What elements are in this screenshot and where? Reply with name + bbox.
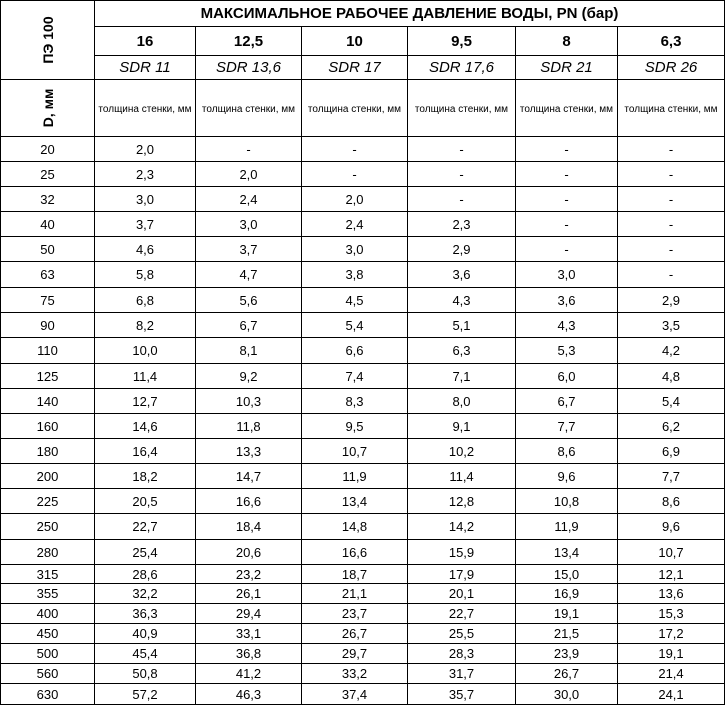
wall-thickness-label: толщина стенки, мм bbox=[408, 80, 516, 137]
thickness-cell: 16,6 bbox=[196, 489, 302, 514]
table-row bbox=[1, 162, 725, 187]
thickness-cell: - bbox=[618, 212, 725, 237]
thickness-cell: 7,1 bbox=[408, 364, 516, 389]
pn-value-cell: 12,5 bbox=[196, 27, 302, 56]
table-row bbox=[1, 584, 725, 604]
thickness-cell: 19,1 bbox=[618, 644, 725, 664]
table-row bbox=[1, 137, 725, 162]
thickness-cell: 32,2 bbox=[95, 584, 196, 604]
thickness-cell: 20,1 bbox=[408, 584, 516, 604]
diameter-cell: 315 bbox=[1, 565, 95, 584]
thickness-cell: 10,0 bbox=[95, 338, 196, 364]
thickness-cell: 13,6 bbox=[618, 584, 725, 604]
thickness-cell: 20,5 bbox=[95, 489, 196, 514]
thickness-cell: 6,9 bbox=[618, 439, 725, 464]
thickness-cell: 10,2 bbox=[408, 439, 516, 464]
table-row bbox=[1, 439, 725, 464]
thickness-cell: 6,6 bbox=[302, 338, 408, 364]
diameter-header-cell bbox=[1, 80, 95, 137]
thickness-cell: - bbox=[408, 137, 516, 162]
thickness-cell: 9,5 bbox=[302, 414, 408, 439]
thickness-cell: 8,2 bbox=[95, 313, 196, 338]
thickness-cell: 11,4 bbox=[408, 464, 516, 489]
table-row bbox=[1, 338, 725, 364]
thickness-cell: 18,4 bbox=[196, 514, 302, 540]
pn-value-cell: 6,3 bbox=[618, 27, 725, 56]
thickness-cell: 24,1 bbox=[618, 684, 725, 705]
thickness-cell: 3,7 bbox=[95, 212, 196, 237]
pn-value-cell: 16 bbox=[95, 27, 196, 56]
thickness-cell: 7,7 bbox=[516, 414, 618, 439]
table-row bbox=[1, 313, 725, 338]
diameter-cell: 630 bbox=[1, 684, 95, 705]
thickness-cell: 23,2 bbox=[196, 565, 302, 584]
diameter-cell: 32 bbox=[1, 187, 95, 212]
thickness-cell: - bbox=[516, 162, 618, 187]
diameter-cell: 560 bbox=[1, 664, 95, 684]
thickness-cell: 21,5 bbox=[516, 624, 618, 644]
thickness-cell: 35,7 bbox=[408, 684, 516, 705]
pn-value-cell: 9,5 bbox=[408, 27, 516, 56]
thickness-cell: 30,0 bbox=[516, 684, 618, 705]
thickness-cell: 6,7 bbox=[516, 389, 618, 414]
table-row bbox=[1, 540, 725, 565]
thickness-cell: 26,7 bbox=[302, 624, 408, 644]
sdr-value-cell: SDR 21 bbox=[516, 56, 618, 80]
thickness-cell: 3,7 bbox=[196, 237, 302, 262]
thickness-cell: 4,3 bbox=[408, 288, 516, 313]
thickness-cell: 29,4 bbox=[196, 604, 302, 624]
thickness-cell: 2,3 bbox=[95, 162, 196, 187]
thickness-cell: 5,4 bbox=[618, 389, 725, 414]
thickness-cell: - bbox=[618, 237, 725, 262]
table-body bbox=[1, 137, 725, 705]
thickness-cell: 16,6 bbox=[302, 540, 408, 565]
thickness-cell: 12,8 bbox=[408, 489, 516, 514]
sdr-value-cell: SDR 26 bbox=[618, 56, 725, 80]
table-row bbox=[1, 664, 725, 684]
thickness-cell: 45,4 bbox=[95, 644, 196, 664]
thickness-cell: 10,7 bbox=[618, 540, 725, 565]
thickness-cell: 5,6 bbox=[196, 288, 302, 313]
thickness-cell: 25,5 bbox=[408, 624, 516, 644]
wall-thickness-label: толщина стенки, мм bbox=[302, 80, 408, 137]
table-row bbox=[1, 565, 725, 584]
diameter-cell: 225 bbox=[1, 489, 95, 514]
thickness-cell: 9,6 bbox=[618, 514, 725, 540]
thickness-cell: 4,7 bbox=[196, 262, 302, 288]
thickness-cell: 22,7 bbox=[95, 514, 196, 540]
table-row bbox=[1, 604, 725, 624]
table-row bbox=[1, 389, 725, 414]
thickness-cell: 2,0 bbox=[95, 137, 196, 162]
table-title: МАКСИМАЛЬНОЕ РАБОЧЕЕ ДАВЛЕНИЕ ВОДЫ, PN (бар) bbox=[95, 1, 725, 27]
thickness-cell: 2,0 bbox=[302, 187, 408, 212]
thickness-cell: 40,9 bbox=[95, 624, 196, 644]
thickness-cell: 28,3 bbox=[408, 644, 516, 664]
material-label: ПЭ 100 bbox=[39, 16, 56, 64]
diameter-cell: 125 bbox=[1, 364, 95, 389]
thickness-cell: 3,0 bbox=[302, 237, 408, 262]
thickness-cell: 18,2 bbox=[95, 464, 196, 489]
table-row bbox=[1, 644, 725, 664]
thickness-cell: 29,7 bbox=[302, 644, 408, 664]
table-row bbox=[1, 684, 725, 705]
thickness-cell: 17,9 bbox=[408, 565, 516, 584]
thickness-cell: 8,6 bbox=[516, 439, 618, 464]
thickness-cell: - bbox=[408, 187, 516, 212]
thickness-cell: 4,2 bbox=[618, 338, 725, 364]
thickness-cell: 5,1 bbox=[408, 313, 516, 338]
thickness-cell: 2,9 bbox=[618, 288, 725, 313]
wall-thickness-label: толщина стенки, мм bbox=[516, 80, 618, 137]
diameter-cell: 20 bbox=[1, 137, 95, 162]
thickness-cell: 17,2 bbox=[618, 624, 725, 644]
thickness-cell: 18,7 bbox=[302, 565, 408, 584]
thickness-cell: 15,3 bbox=[618, 604, 725, 624]
thickness-cell: 50,8 bbox=[95, 664, 196, 684]
thickness-cell: 7,7 bbox=[618, 464, 725, 489]
thickness-cell: 4,8 bbox=[618, 364, 725, 389]
thickness-cell: 9,2 bbox=[196, 364, 302, 389]
thickness-cell: 21,4 bbox=[618, 664, 725, 684]
thickness-cell: 37,4 bbox=[302, 684, 408, 705]
thickness-cell: 3,8 bbox=[302, 262, 408, 288]
thickness-cell: 7,4 bbox=[302, 364, 408, 389]
thickness-cell: 15,0 bbox=[516, 565, 618, 584]
sdr-row bbox=[1, 56, 725, 80]
wall-label-row bbox=[1, 80, 725, 137]
diameter-label: D, мм bbox=[39, 88, 56, 128]
diameter-cell: 90 bbox=[1, 313, 95, 338]
table-row bbox=[1, 288, 725, 313]
thickness-cell: 28,6 bbox=[95, 565, 196, 584]
diameter-cell: 280 bbox=[1, 540, 95, 565]
diameter-cell: 40 bbox=[1, 212, 95, 237]
pn-value-cell: 10 bbox=[302, 27, 408, 56]
thickness-cell: 2,0 bbox=[196, 162, 302, 187]
table-row bbox=[1, 364, 725, 389]
thickness-cell: 3,0 bbox=[196, 212, 302, 237]
table-row bbox=[1, 237, 725, 262]
thickness-cell: 3,0 bbox=[516, 262, 618, 288]
sdr-value-cell: SDR 17,6 bbox=[408, 56, 516, 80]
thickness-cell: 3,6 bbox=[408, 262, 516, 288]
thickness-cell: 10,8 bbox=[516, 489, 618, 514]
diameter-cell: 450 bbox=[1, 624, 95, 644]
diameter-cell: 500 bbox=[1, 644, 95, 664]
diameter-cell: 180 bbox=[1, 439, 95, 464]
thickness-cell: - bbox=[196, 137, 302, 162]
thickness-cell: 6,8 bbox=[95, 288, 196, 313]
thickness-cell: 16,4 bbox=[95, 439, 196, 464]
thickness-cell: 33,2 bbox=[302, 664, 408, 684]
thickness-cell: 2,4 bbox=[196, 187, 302, 212]
diameter-cell: 75 bbox=[1, 288, 95, 313]
thickness-cell: - bbox=[516, 137, 618, 162]
thickness-cell: 10,7 bbox=[302, 439, 408, 464]
sdr-value-cell: SDR 13,6 bbox=[196, 56, 302, 80]
thickness-cell: 6,3 bbox=[408, 338, 516, 364]
thickness-cell: - bbox=[302, 137, 408, 162]
thickness-cell: 4,6 bbox=[95, 237, 196, 262]
thickness-cell: 15,9 bbox=[408, 540, 516, 565]
thickness-cell: - bbox=[618, 262, 725, 288]
table-row bbox=[1, 262, 725, 288]
thickness-cell: - bbox=[516, 212, 618, 237]
thickness-cell: 2,9 bbox=[408, 237, 516, 262]
corner-material-cell bbox=[1, 1, 95, 80]
thickness-cell: 25,4 bbox=[95, 540, 196, 565]
thickness-cell: 5,8 bbox=[95, 262, 196, 288]
table-row bbox=[1, 489, 725, 514]
diameter-cell: 400 bbox=[1, 604, 95, 624]
thickness-cell: - bbox=[408, 162, 516, 187]
table-row bbox=[1, 187, 725, 212]
sdr-value-cell: SDR 11 bbox=[95, 56, 196, 80]
thickness-cell: 19,1 bbox=[516, 604, 618, 624]
sdr-value-cell: SDR 17 bbox=[302, 56, 408, 80]
thickness-cell: 23,9 bbox=[516, 644, 618, 664]
thickness-cell: 13,4 bbox=[302, 489, 408, 514]
thickness-cell: 9,1 bbox=[408, 414, 516, 439]
thickness-cell: 26,7 bbox=[516, 664, 618, 684]
thickness-cell: - bbox=[302, 162, 408, 187]
thickness-cell: 11,9 bbox=[302, 464, 408, 489]
table-row bbox=[1, 212, 725, 237]
diameter-cell: 110 bbox=[1, 338, 95, 364]
thickness-cell: 23,7 bbox=[302, 604, 408, 624]
thickness-cell: 21,1 bbox=[302, 584, 408, 604]
thickness-cell: 10,3 bbox=[196, 389, 302, 414]
thickness-cell: 12,7 bbox=[95, 389, 196, 414]
thickness-cell: - bbox=[516, 237, 618, 262]
diameter-cell: 160 bbox=[1, 414, 95, 439]
thickness-cell: 4,5 bbox=[302, 288, 408, 313]
thickness-cell: 6,7 bbox=[196, 313, 302, 338]
thickness-cell: - bbox=[516, 187, 618, 212]
diameter-cell: 200 bbox=[1, 464, 95, 489]
table-row bbox=[1, 624, 725, 644]
thickness-cell: 26,1 bbox=[196, 584, 302, 604]
thickness-cell: 2,3 bbox=[408, 212, 516, 237]
thickness-cell: 8,6 bbox=[618, 489, 725, 514]
pn-value-cell: 8 bbox=[516, 27, 618, 56]
thickness-cell: 4,3 bbox=[516, 313, 618, 338]
diameter-cell: 355 bbox=[1, 584, 95, 604]
thickness-cell: 36,8 bbox=[196, 644, 302, 664]
thickness-cell: 11,9 bbox=[516, 514, 618, 540]
thickness-cell: 3,0 bbox=[95, 187, 196, 212]
thickness-cell: 13,4 bbox=[516, 540, 618, 565]
pn-row bbox=[1, 27, 725, 56]
diameter-cell: 250 bbox=[1, 514, 95, 540]
thickness-cell: 13,3 bbox=[196, 439, 302, 464]
thickness-cell: 6,2 bbox=[618, 414, 725, 439]
thickness-cell: 33,1 bbox=[196, 624, 302, 644]
thickness-cell: 8,3 bbox=[302, 389, 408, 414]
wall-thickness-label: толщина стенки, мм bbox=[618, 80, 725, 137]
thickness-cell: 6,0 bbox=[516, 364, 618, 389]
thickness-cell: 31,7 bbox=[408, 664, 516, 684]
diameter-cell: 63 bbox=[1, 262, 95, 288]
thickness-cell: 57,2 bbox=[95, 684, 196, 705]
thickness-cell: 36,3 bbox=[95, 604, 196, 624]
thickness-cell: 14,2 bbox=[408, 514, 516, 540]
thickness-cell: 8,0 bbox=[408, 389, 516, 414]
thickness-cell: 5,4 bbox=[302, 313, 408, 338]
thickness-cell: 20,6 bbox=[196, 540, 302, 565]
thickness-cell: 16,9 bbox=[516, 584, 618, 604]
wall-thickness-label: толщина стенки, мм bbox=[196, 80, 302, 137]
thickness-cell: 8,1 bbox=[196, 338, 302, 364]
thickness-cell: 11,8 bbox=[196, 414, 302, 439]
diameter-cell: 140 bbox=[1, 389, 95, 414]
thickness-cell: - bbox=[618, 137, 725, 162]
thickness-cell: - bbox=[618, 162, 725, 187]
thickness-cell: 22,7 bbox=[408, 604, 516, 624]
table-row bbox=[1, 464, 725, 489]
thickness-cell: 2,4 bbox=[302, 212, 408, 237]
thickness-cell: 11,4 bbox=[95, 364, 196, 389]
diameter-cell: 25 bbox=[1, 162, 95, 187]
diameter-cell: 50 bbox=[1, 237, 95, 262]
thickness-cell: 3,6 bbox=[516, 288, 618, 313]
thickness-cell: - bbox=[618, 187, 725, 212]
wall-thickness-label: толщина стенки, мм bbox=[95, 80, 196, 137]
table-row bbox=[1, 414, 725, 439]
thickness-cell: 41,2 bbox=[196, 664, 302, 684]
thickness-cell: 12,1 bbox=[618, 565, 725, 584]
thickness-cell: 14,6 bbox=[95, 414, 196, 439]
thickness-cell: 5,3 bbox=[516, 338, 618, 364]
thickness-cell: 14,8 bbox=[302, 514, 408, 540]
thickness-cell: 14,7 bbox=[196, 464, 302, 489]
thickness-cell: 9,6 bbox=[516, 464, 618, 489]
table-row bbox=[1, 514, 725, 540]
thickness-cell: 46,3 bbox=[196, 684, 302, 705]
thickness-cell: 3,5 bbox=[618, 313, 725, 338]
